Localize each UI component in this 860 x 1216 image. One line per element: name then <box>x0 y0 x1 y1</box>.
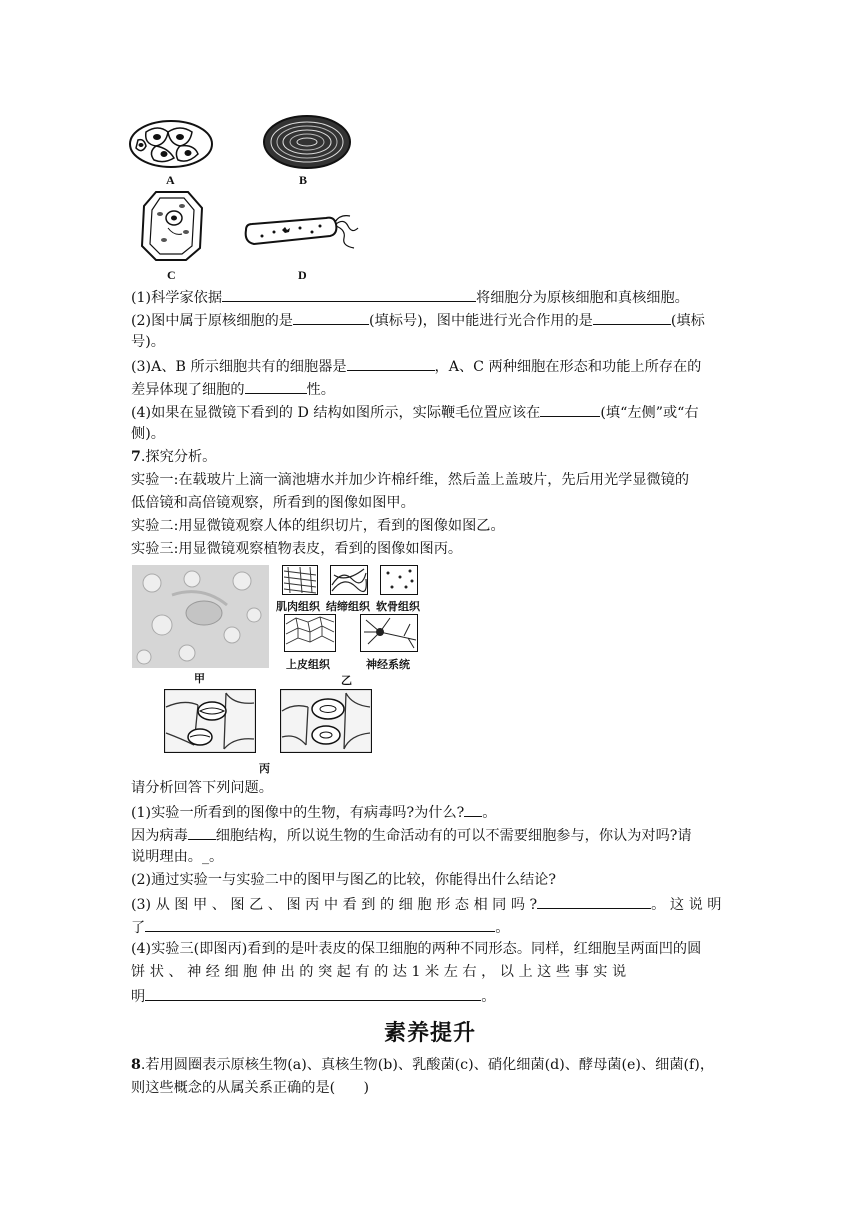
q6-line7: 侧)。 <box>131 426 165 442</box>
q7-p1-line2: 因为病毒 细胞结构，所以说生物的生命活动有的可以不需要细胞参与，你认为对吗?请 <box>131 824 692 846</box>
q6-line6: (4)如果在显微镜下看到的 D 结构如图所示，实际鞭毛位置应该在 (填“左侧”或“右 <box>131 401 699 423</box>
q7-title: 7.探究分析。 <box>131 449 217 465</box>
q7-p3-line1: (3) 从 图 甲 、 图 乙 、 图 丙 中 看 到 的 细 胞 形 态 相 同 吗 ? 。 这 说 明 <box>131 893 721 915</box>
cell-diagram-b <box>262 114 352 170</box>
label-bing: 丙 <box>259 762 270 775</box>
label-d: D <box>298 268 307 282</box>
label-nervous: 神经系统 <box>366 658 410 671</box>
q7-p1-line1: (1)实验一所看到的图像中的生物，有病毒吗?为什么? 。 <box>131 801 496 823</box>
q6-line5: 差异体现了细胞的 性。 <box>131 378 335 400</box>
tissue-nervous-image <box>360 614 418 652</box>
label-a: A <box>166 173 175 187</box>
label-connective: 结缔组织 <box>326 600 370 613</box>
label-jia: 甲 <box>194 672 205 685</box>
label-muscle: 肌肉组织 <box>276 600 320 613</box>
q7-p1-line3: 说明理由。_。 <box>131 849 224 865</box>
q7-exp1-line1: 实验一:在载玻片上滴一滴池塘水并加少许棉纤维，然后盖上盖玻片，先后用光学显微镜的 <box>131 472 690 488</box>
q7-p3-line2: 了 。 <box>131 916 509 938</box>
figure-jia-micrograph <box>132 565 269 668</box>
q7-p4-line2: 饼 状 、 神 经 细 胞 伸 出 的 突 起 有 的 达 1 米 左 右 ， 以 上 这 些 事 实 说 <box>131 964 627 980</box>
tissue-muscle-image <box>282 565 318 595</box>
q7-exp2: 实验二:用显微镜观察人体的组织切片，看到的图像如图乙。 <box>131 518 505 534</box>
q6-line2: (2)图中属于原核细胞的是 (填标号)，图中能进行光合作用的是 (填标 <box>131 309 705 331</box>
cell-diagram-c <box>138 188 206 264</box>
q6-line3: 号)。 <box>131 334 165 350</box>
guard-cell-closed-image <box>164 689 256 753</box>
label-yi: 乙 <box>341 674 352 687</box>
q7-exp3: 实验三:用显微镜观察植物表皮，看到的图像如图丙。 <box>131 541 463 557</box>
q6-line1: (1)科学家依据 将细胞分为原核细胞和真核细胞。 <box>131 286 689 308</box>
cell-diagram-d <box>240 212 360 254</box>
guard-cell-open-image <box>280 689 372 753</box>
cell-diagram-a <box>128 118 214 170</box>
tissue-epithelial-image <box>284 614 336 652</box>
q8-line1: 8.若用圆圈表示原核生物(a)、真核生物(b)、乳酸菌(c)、硝化细菌(d)、酵母菌(e)、细菌(f)， <box>131 1057 715 1073</box>
section-title: 素养提升 <box>383 1020 476 1046</box>
q7-ask: 请分析回答下列问题。 <box>131 780 273 796</box>
tissue-cartilage-image <box>380 565 418 595</box>
q7-p2: (2)通过实验一与实验二中的图甲与图乙的比较，你能得出什么结论? <box>131 872 556 888</box>
label-c: C <box>167 268 176 282</box>
q6-line4: (3)A、B 所示细胞共有的细胞器是 ，A、C 两种细胞在形态和功能上所存在的 <box>131 355 701 377</box>
label-epithelial: 上皮组织 <box>286 658 330 671</box>
q8-line2: 则这些概念的从属关系正确的是( ) <box>131 1080 370 1096</box>
q7-p4-line1: (4)实验三(即图丙)看到的是叶表皮的保卫细胞的两种不同形态。同样，红细胞呈两面凹的圆 <box>131 941 702 957</box>
label-cartilage: 软骨组织 <box>376 600 420 613</box>
label-b: B <box>299 173 308 187</box>
q7-p4-line3: 明 。 <box>131 985 495 1007</box>
tissue-connective-image <box>330 565 368 595</box>
q7-exp1-line2: 低倍镜和高倍镜观察，所看到的图像如图甲。 <box>131 495 415 511</box>
